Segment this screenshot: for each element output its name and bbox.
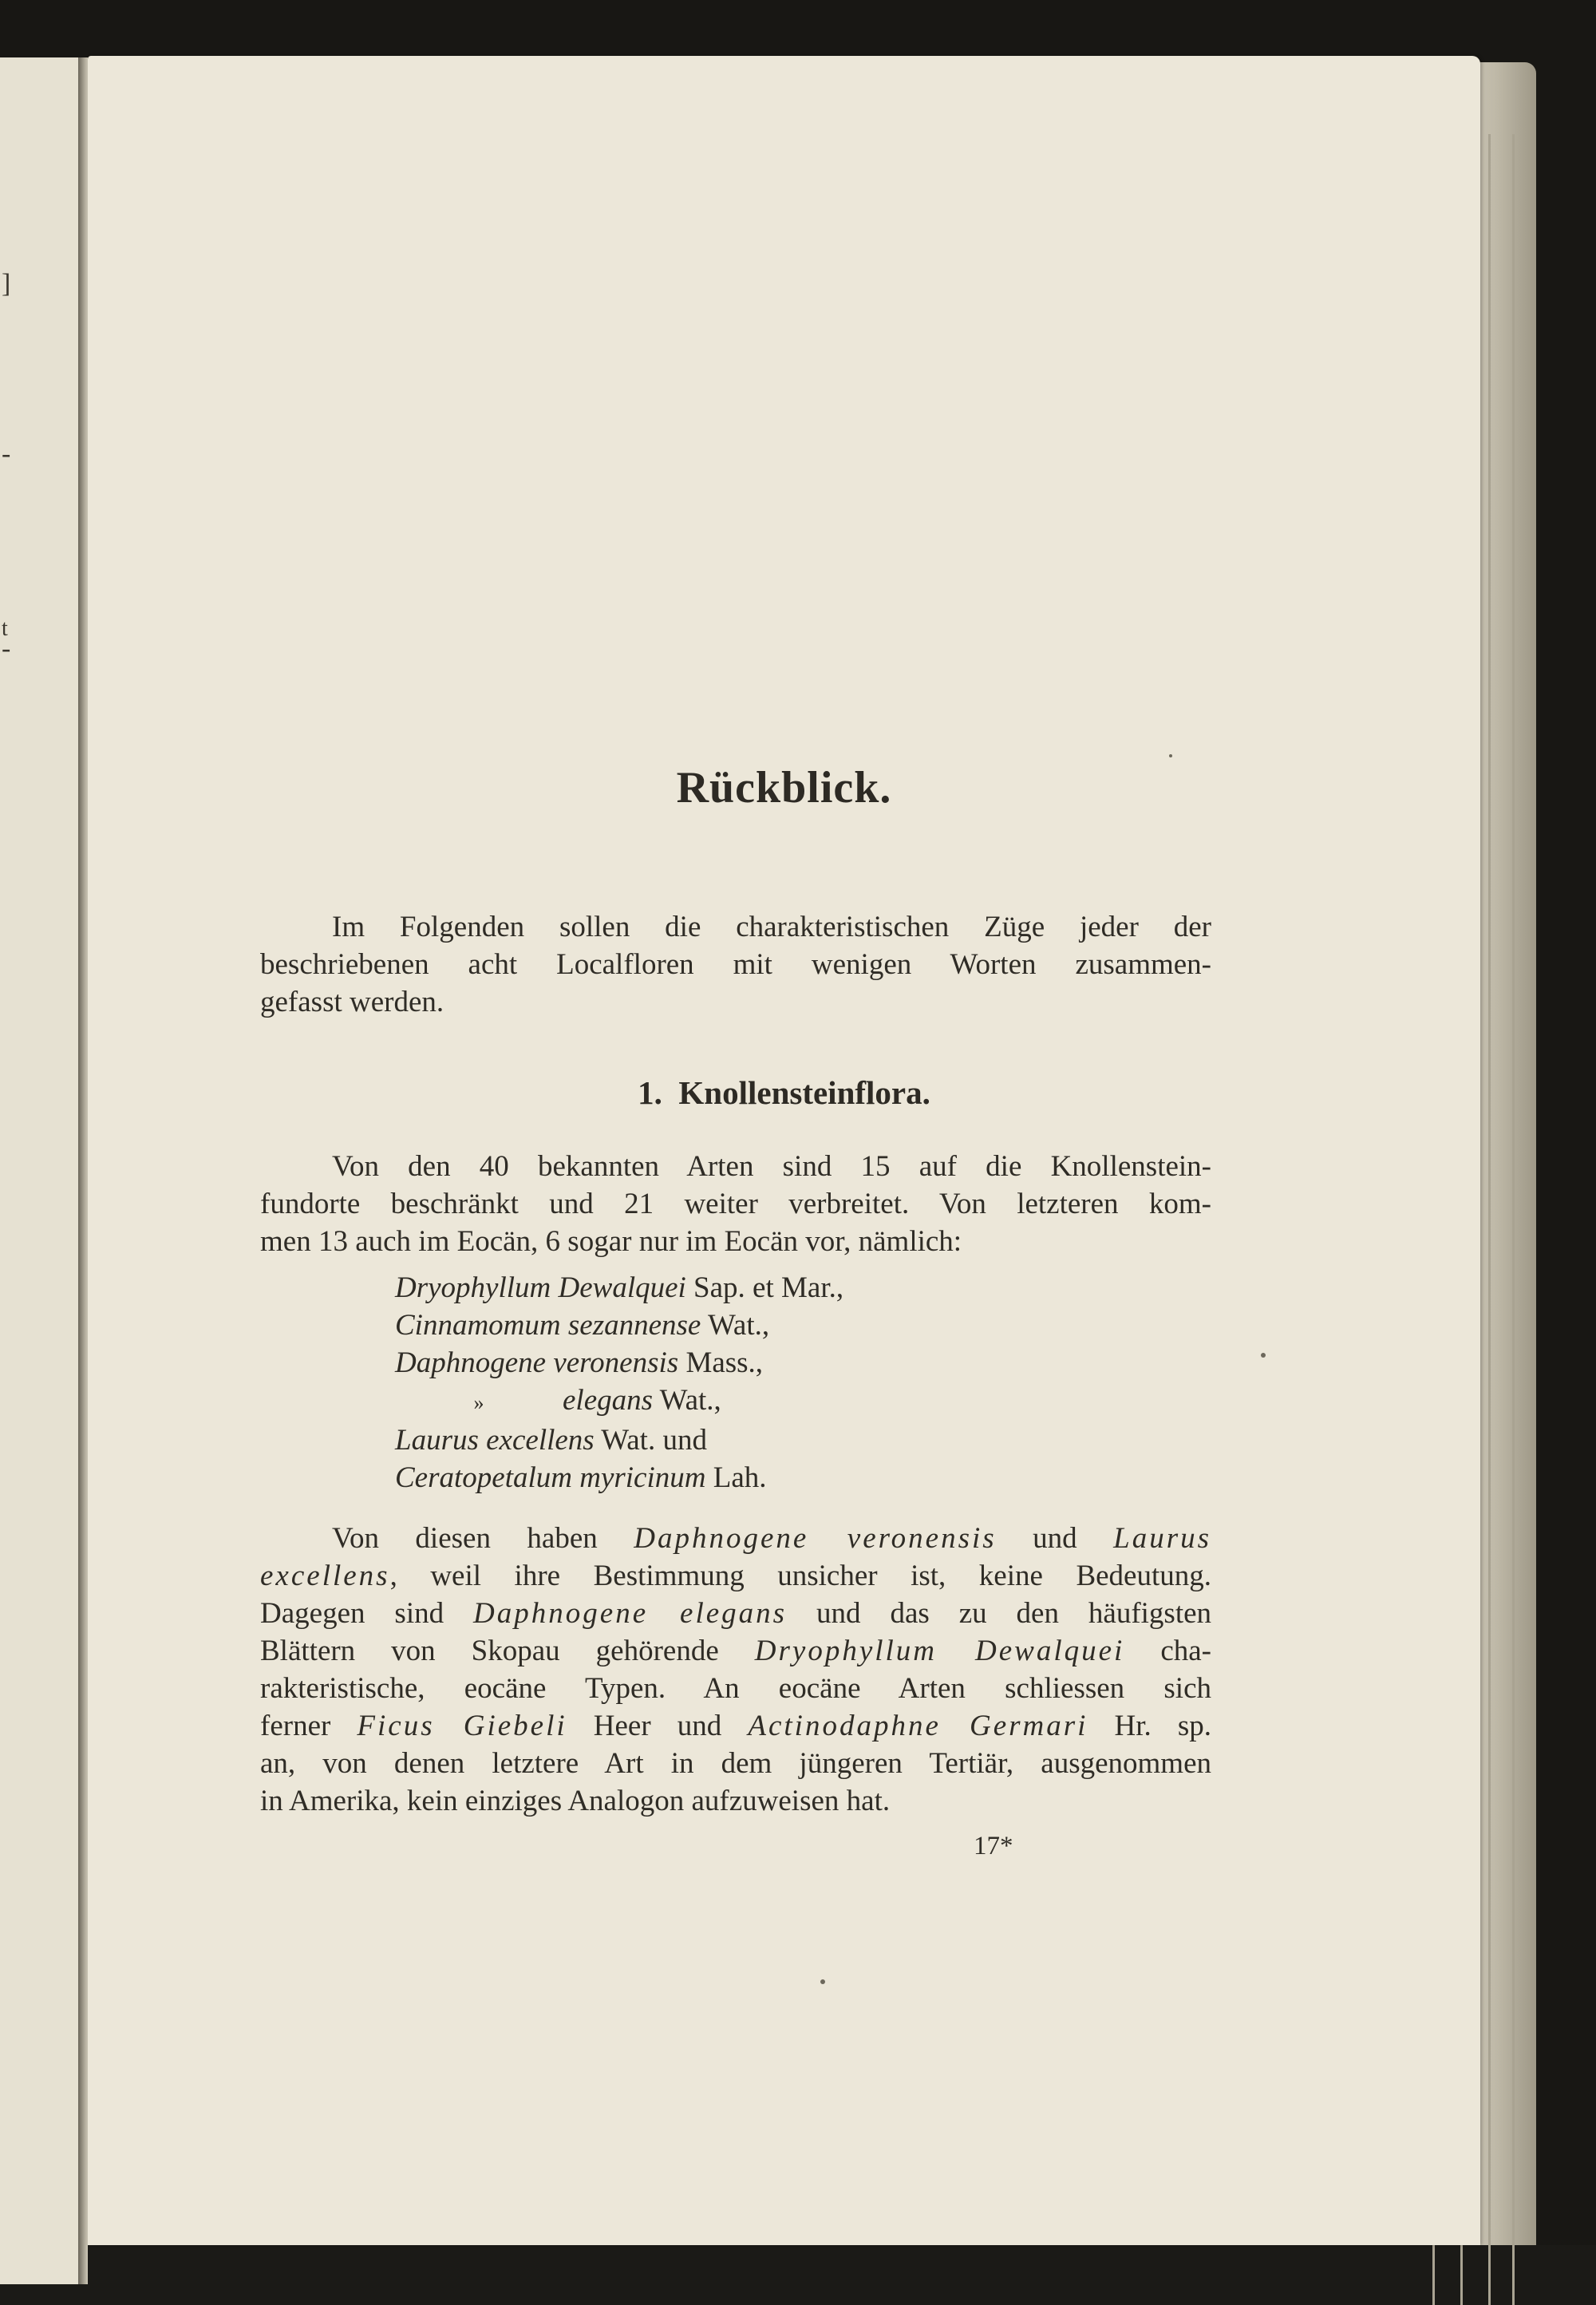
page-title: Rückblick. xyxy=(676,763,892,812)
species-name: Laurus excellens xyxy=(395,1424,595,1457)
text-run: Von diesen haben xyxy=(332,1522,598,1555)
species-item xyxy=(395,1459,843,1496)
text-line: gefasst werden. xyxy=(260,986,444,1018)
text-run: Blättern von Skopau gehörende xyxy=(260,1635,719,1667)
text-line xyxy=(260,1707,1211,1745)
left-page-fragment: - xyxy=(2,634,11,663)
left-facing-page xyxy=(0,57,80,2284)
species-item xyxy=(395,1421,843,1459)
text-run: cha- xyxy=(1160,1635,1211,1667)
species-item xyxy=(395,1269,843,1307)
text-line: men 13 auch im Eocän, 6 sogar nur im Eocän vor, nämlich: xyxy=(260,1225,962,1258)
species-author: Mass., xyxy=(685,1346,764,1379)
section-name: Knollensteinflora. xyxy=(678,1074,930,1111)
text-line xyxy=(260,1595,1211,1632)
page-number: 17* xyxy=(974,1832,1013,1860)
intro-paragraph xyxy=(260,908,1211,1021)
text-run: und das zu den häufigsten xyxy=(816,1597,1212,1630)
species-item xyxy=(395,1344,843,1382)
species-name: elegans xyxy=(563,1384,654,1417)
species-list xyxy=(395,1269,843,1496)
section-heading xyxy=(88,1073,1480,1112)
text-run: ferner xyxy=(260,1710,331,1742)
text-run: Dagegen sind xyxy=(260,1597,444,1630)
left-page-fragment: - xyxy=(2,439,11,469)
species-name: Ceratopetalum myricinum xyxy=(395,1461,706,1494)
paper-speck xyxy=(1169,754,1172,757)
text-line xyxy=(260,1557,1211,1595)
text-run: und xyxy=(1033,1522,1077,1555)
paragraph-2 xyxy=(260,1520,1211,1820)
book-page xyxy=(88,56,1480,2245)
text-line: in Amerika, kein einziges Analogon aufzuweisen hat. xyxy=(260,1785,891,1817)
species-name: Daphnogene elegans xyxy=(473,1597,788,1630)
species-name: Daphnogene veronensis xyxy=(634,1522,997,1555)
text-line: beschriebenen acht Localfloren mit wenigen Worten zusammen- xyxy=(260,948,1211,981)
ditto-mark: » xyxy=(473,1391,484,1414)
text-line xyxy=(260,1520,1211,1557)
section-number: 1. xyxy=(638,1074,662,1111)
species-author: Sap. et Mar., xyxy=(693,1271,844,1304)
paragraph-1 xyxy=(260,1148,1211,1260)
book-gutter xyxy=(78,57,88,2284)
species-name: Ficus Giebeli xyxy=(357,1710,567,1742)
paper-speck xyxy=(1261,1353,1266,1358)
text-line: Im Folgenden sollen die charakteristischen Züge jeder der xyxy=(332,911,1211,943)
species-author: Wat., xyxy=(707,1309,770,1342)
left-page-fragment: t xyxy=(2,616,8,641)
text-line: Von den 40 bekannten Arten sind 15 auf die Knollenstein- xyxy=(332,1150,1211,1183)
paper-speck xyxy=(820,1979,825,1984)
page-edge-line xyxy=(1488,134,1491,2305)
species-name: Dryophyllum Dewalquei xyxy=(395,1271,686,1304)
species-name: Dryophyllum Dewalquei xyxy=(754,1635,1125,1667)
text-line: fundorte beschränkt und 21 weiter verbreitet. Von letzteren kom- xyxy=(260,1188,1211,1220)
text-run: Hr. sp. xyxy=(1114,1710,1212,1742)
left-page-fragment: ] xyxy=(2,269,11,299)
species-author: Wat. und xyxy=(601,1424,707,1457)
page-edge-line xyxy=(1512,134,1515,2305)
text-run: Heer und xyxy=(593,1710,722,1742)
text-line: an, von denen letztere Art in dem jüngeren Tertiär, ausgenommen xyxy=(260,1747,1211,1780)
species-name: Cinnamomum sezannense xyxy=(395,1309,701,1342)
species-name: excellens xyxy=(260,1560,390,1592)
species-author: Lah. xyxy=(713,1461,767,1494)
species-item xyxy=(395,1382,843,1421)
text-line xyxy=(260,1632,1211,1670)
text-line: rakteristische, eocäne Typen. An eocäne Arten schliessen sich xyxy=(260,1672,1211,1705)
species-name: Actinodaphne Germari xyxy=(748,1710,1088,1742)
species-name: Daphnogene veronensis xyxy=(395,1346,679,1379)
species-author: Wat., xyxy=(659,1384,721,1417)
species-item xyxy=(395,1307,843,1344)
species-name: Laurus xyxy=(1113,1522,1212,1555)
text-run: , weil ihre Bestimmung unsicher ist, keine Bedeutung. xyxy=(389,1560,1211,1592)
